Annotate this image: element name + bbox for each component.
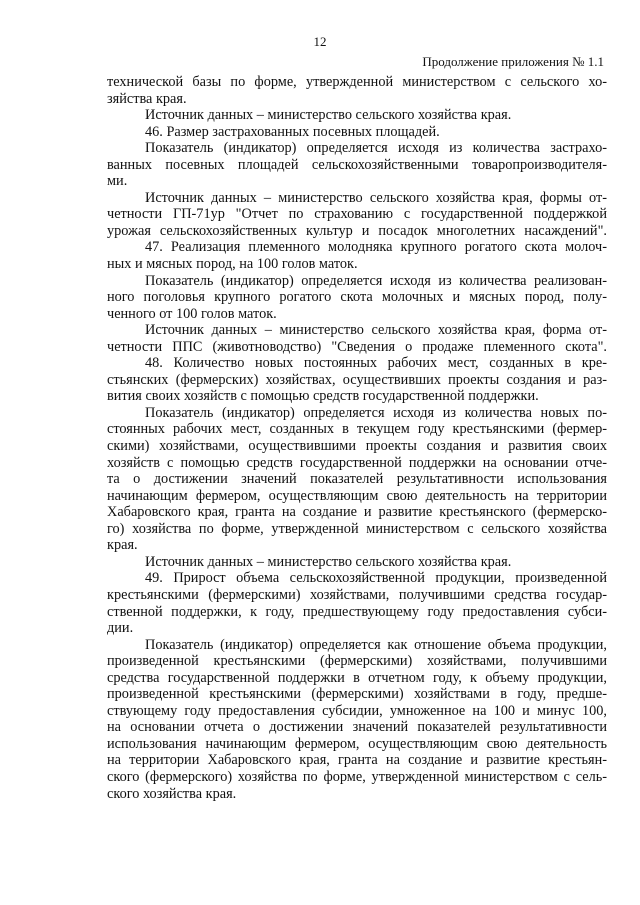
text-line: вития своих хозяйств с помощью средств государственной поддержки. xyxy=(107,388,539,405)
text-line: ванных посевных площадей сельскохозяйственными товаропроизводителя- xyxy=(107,156,607,173)
text-line: Показатель (индикатор) определяется исходя из количества новых по- xyxy=(145,404,607,421)
text-line: ского хозяйства края. xyxy=(107,785,237,802)
text-line: хозяйств с помощью средств государственной поддержки на основании отче- xyxy=(107,454,607,471)
text-line: зяйства края. xyxy=(107,90,187,107)
text-line: Источник данных – министерство сельского хозяйства края. xyxy=(145,107,512,124)
document-body xyxy=(107,74,607,802)
text-line: 49. Прирост объема сельскохозяйственной продукции, произведенной xyxy=(145,570,607,587)
text-line: ственной поддержки, к году, предшествующему году предоставления субси- xyxy=(107,603,607,620)
text-line: четности ППС (животноводство) "Сведения о продаже племенного скота". xyxy=(107,338,607,355)
text-line: Показатель (индикатор) определяется исходя из количества реализован- xyxy=(145,272,607,289)
text-line: Показатель (индикатор) определяется исходя из количества застрахо- xyxy=(145,140,607,157)
text-line: 48. Количество новых постоянных рабочих мест, созданных в кре- xyxy=(145,355,607,372)
text-line: Хабаровского края, гранта на создание и развитие крестьянского (фермерско- xyxy=(107,504,607,521)
text-line: произведенной крестьянскими (фермерскими) хозяйствами в году, предше- xyxy=(107,686,607,703)
page-number: 12 xyxy=(313,34,327,49)
text-line: произведенной крестьянскими (фермерскими) хозяйствами, получившими xyxy=(107,653,607,670)
text-line: начинающим фермером, осуществляющим свою деятельность на территории xyxy=(107,487,607,504)
text-line: на основании отчета о достижении значений показателей результативности xyxy=(107,719,607,736)
text-line: ченного от 100 голов маток. xyxy=(107,305,277,322)
text-line: Источник данных – министерство сельского хозяйства края. xyxy=(145,553,512,570)
text-line: ского (фермерского) хозяйства по форме, утвержденной министерством с сель- xyxy=(107,768,607,785)
text-line: ми. xyxy=(107,173,128,190)
text-line: стоянных рабочих мест, созданных в текущем году крестьянскими (фермер- xyxy=(107,421,607,438)
text-line: Источник данных – министерство сельского хозяйства края, формы от- xyxy=(145,189,607,206)
text-line: края. xyxy=(107,537,138,554)
text-line: урожая сельскохозяйственных культур и посадок многолетних насаждений". xyxy=(107,222,607,239)
text-line: четности ГП-71ур "Отчет по страхованию с государственной поддержкой xyxy=(107,206,607,223)
appendix-note: Продолжение приложения № 1.1 xyxy=(422,54,604,69)
text-line: на территории Хабаровского края, гранта на создание и развитие крестьян- xyxy=(107,752,607,769)
text-line: технической базы по форме, утвержденной министерством с сельского хо- xyxy=(107,74,607,90)
text-line: го) хозяйства по форме, утвержденной министерством с сельского хозяйства xyxy=(107,520,607,537)
text-line: крестьянскими (фермерскими) хозяйствами, получившими средства государ- xyxy=(107,586,607,603)
text-line: дии. xyxy=(107,620,134,637)
text-line: ствующему году предоставления субсидии, умноженное на 100 и минус 100, xyxy=(107,702,607,719)
text-line: средства государственной поддержки в отчетном году, к объему продукции, xyxy=(107,669,607,686)
text-line: ных и мясных пород, на 100 голов маток. xyxy=(107,256,358,273)
text-line: стьянских (фермерских) хозяйствах, осуществивших проекты создания и раз- xyxy=(107,371,607,388)
text-line: Показатель (индикатор) определяется как отношение объема продукции, xyxy=(145,636,607,653)
text-line: 47. Реализация племенного молодняка крупного рогатого скота молоч- xyxy=(145,239,607,256)
text-line: та о достижении значений показателей результативности использования xyxy=(107,471,607,488)
text-line: использования начинающим фермером, осуществляющим свою деятельность xyxy=(107,735,607,752)
text-line: скими) хозяйствами, осуществившими проекты создания и развития своих xyxy=(107,438,607,455)
text-line: 46. Размер застрахованных посевных площадей. xyxy=(145,123,440,140)
text-line: ного поголовья крупного рогатого скота молочных и мясных пород, полу- xyxy=(107,289,607,306)
text-line: Источник данных – министерство сельского хозяйства края, форма от- xyxy=(145,322,607,339)
